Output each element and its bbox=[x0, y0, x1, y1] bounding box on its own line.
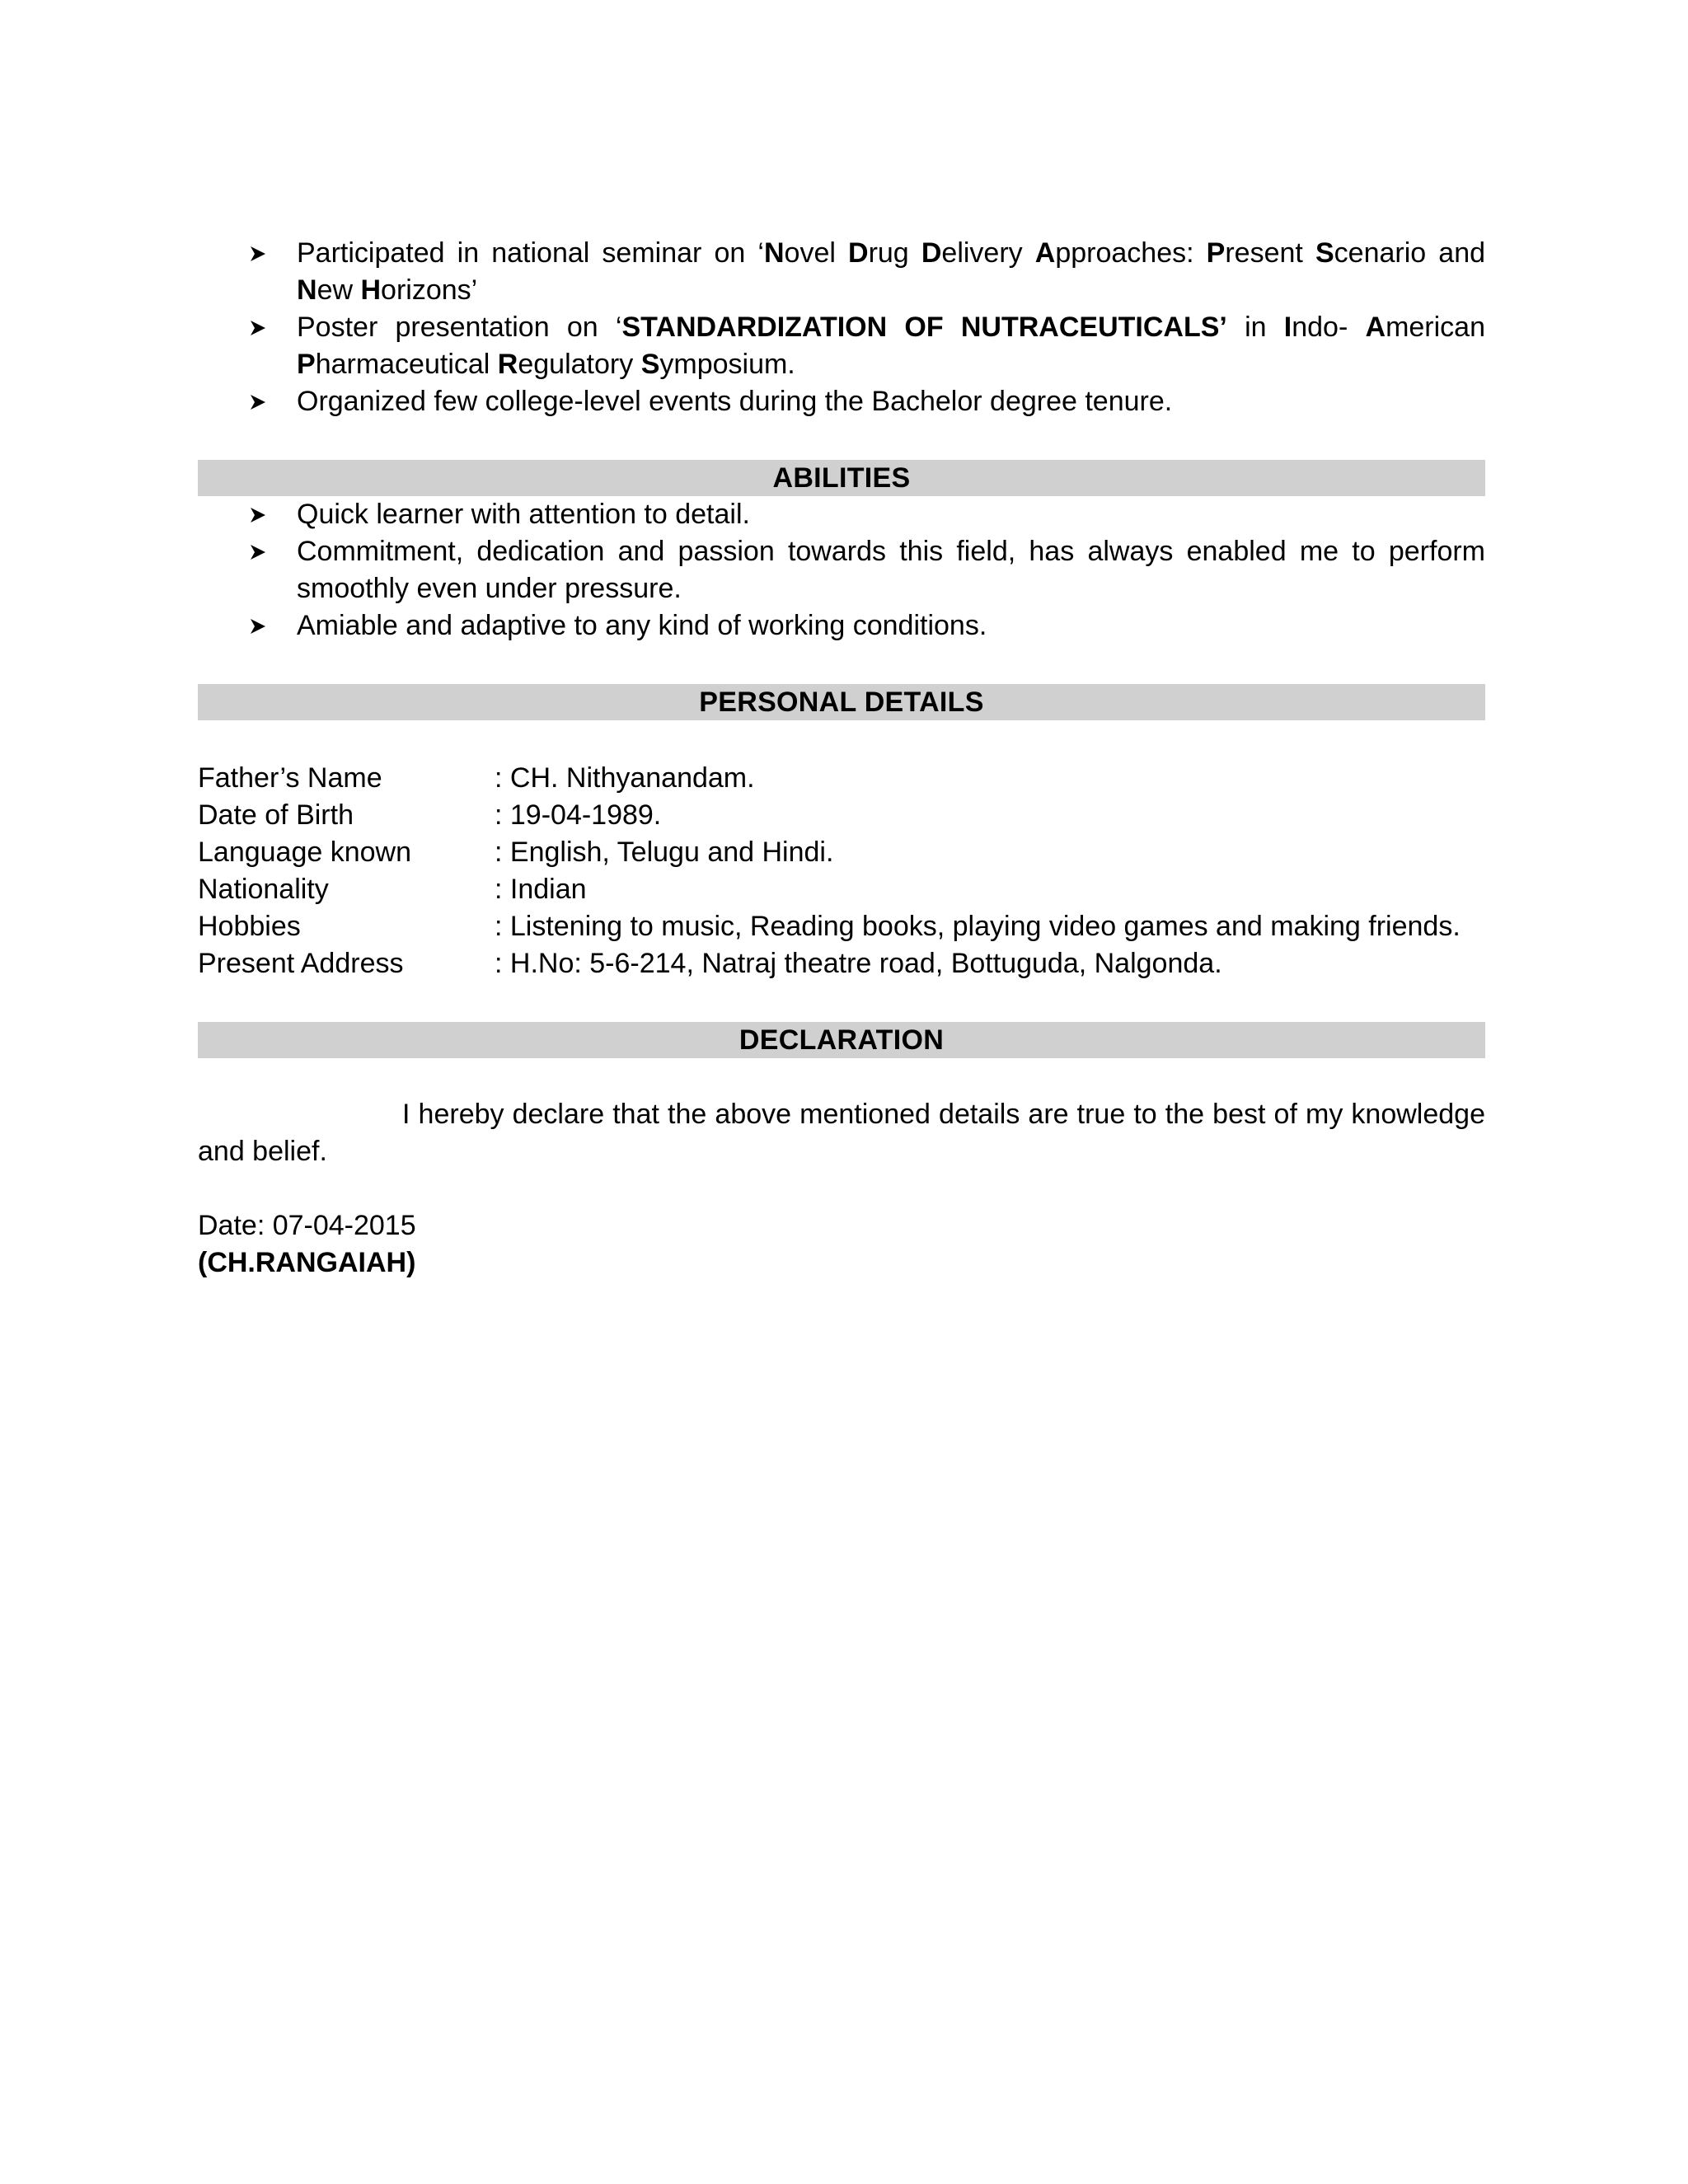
detail-value: : Listening to music, Reading books, playing video games and making friends. bbox=[495, 911, 1461, 942]
ability-text: Amiable and adaptive to any kind of working conditions. bbox=[297, 610, 987, 641]
bold-run: N bbox=[763, 237, 785, 269]
text-run: orizons’ bbox=[381, 274, 478, 306]
abilities-list bbox=[198, 496, 1485, 644]
achievement-text bbox=[297, 237, 1485, 306]
detail-value: : CH. Nithyanandam. bbox=[495, 762, 755, 794]
abilities-heading: ABILITIES bbox=[198, 460, 1485, 496]
list-item bbox=[198, 235, 1485, 309]
text-run: Organized few college-level events during the Bachelor degree tenure. bbox=[297, 386, 1173, 417]
text-run: in bbox=[1226, 312, 1284, 343]
text-run: ndo- bbox=[1292, 312, 1366, 343]
arrow-bullet-icon bbox=[249, 383, 270, 420]
bold-run: N bbox=[297, 274, 317, 306]
bold-run: S bbox=[640, 349, 660, 380]
table-row bbox=[198, 908, 1461, 945]
text-run: resent bbox=[1225, 237, 1315, 269]
text-run: ew bbox=[316, 274, 361, 306]
text-run: Participated in national seminar on ‘ bbox=[297, 237, 764, 269]
bold-run: H bbox=[360, 274, 382, 306]
table-row bbox=[198, 871, 1461, 908]
bold-run: S bbox=[1315, 237, 1334, 269]
table-row bbox=[198, 760, 1461, 797]
detail-key: Date of Birth bbox=[198, 799, 354, 831]
table-row bbox=[198, 945, 1461, 982]
declaration-text: I hereby declare that the above mentioned details are true to the best of my knowledge and belief. bbox=[198, 1099, 1485, 1167]
bold-run: P bbox=[1206, 237, 1226, 269]
bold-run: STANDARDIZATION OF NUTRACEUTICALS’ bbox=[621, 312, 1227, 343]
bold-run: D bbox=[848, 237, 869, 269]
detail-value: : Indian bbox=[495, 874, 587, 905]
detail-key: Hobbies bbox=[198, 911, 301, 942]
text-run: rug bbox=[868, 237, 921, 269]
arrow-bullet-icon bbox=[249, 235, 270, 272]
arrow-bullet-icon bbox=[249, 533, 270, 570]
text-run: egulatory bbox=[518, 349, 641, 380]
text-run: cenario and bbox=[1334, 237, 1486, 269]
achievements-list bbox=[198, 235, 1485, 420]
bold-run: I bbox=[1283, 312, 1292, 343]
detail-key: Nationality bbox=[198, 874, 329, 905]
table-row bbox=[198, 834, 1461, 871]
text-run: ymposium. bbox=[659, 349, 795, 380]
detail-key: Father’s Name bbox=[198, 762, 382, 794]
personal-details-heading: PERSONAL DETAILS bbox=[198, 684, 1485, 720]
achievement-text bbox=[297, 312, 1485, 380]
detail-value: : 19-04-1989. bbox=[495, 799, 662, 831]
list-item bbox=[198, 533, 1485, 607]
list-item bbox=[198, 607, 1485, 644]
bold-run: A bbox=[1034, 237, 1056, 269]
list-item bbox=[198, 496, 1485, 533]
signature-name: (CH.RANGAIAH) bbox=[198, 1247, 416, 1278]
detail-key: Present Address bbox=[198, 948, 404, 979]
resume-page bbox=[198, 235, 1485, 1282]
detail-value: : English, Telugu and Hindi. bbox=[495, 837, 834, 868]
bold-run: P bbox=[297, 349, 316, 380]
text-run: ovel bbox=[784, 237, 849, 269]
arrow-bullet-icon bbox=[249, 496, 270, 533]
text-run: elivery bbox=[941, 237, 1035, 269]
text-run: merican bbox=[1386, 312, 1486, 343]
declaration-heading: DECLARATION bbox=[198, 1022, 1485, 1058]
detail-key: Language known bbox=[198, 837, 412, 868]
bold-run: A bbox=[1365, 312, 1386, 343]
list-item bbox=[198, 309, 1485, 383]
text-run: harmaceutical bbox=[315, 349, 498, 380]
bold-run: D bbox=[921, 237, 942, 269]
list-item bbox=[198, 383, 1485, 420]
text-run: pproaches: bbox=[1055, 237, 1207, 269]
arrow-bullet-icon bbox=[249, 607, 270, 644]
bold-run: R bbox=[497, 349, 518, 380]
achievement-text bbox=[297, 386, 1172, 417]
personal-details-table bbox=[198, 760, 1461, 982]
text-run: Poster presentation on ‘ bbox=[297, 312, 622, 343]
ability-text: Commitment, dedication and passion towards this field, has always enabled me to perform smoothly even under pressure. bbox=[297, 536, 1485, 604]
declaration-date: Date: 07-04-2015 bbox=[198, 1210, 416, 1241]
arrow-bullet-icon bbox=[249, 309, 270, 346]
detail-value: : H.No: 5-6-214, Natraj theatre road, Bottuguda, Nalgonda. bbox=[495, 948, 1222, 979]
table-row bbox=[198, 797, 1461, 834]
ability-text: Quick learner with attention to detail. bbox=[297, 499, 750, 530]
